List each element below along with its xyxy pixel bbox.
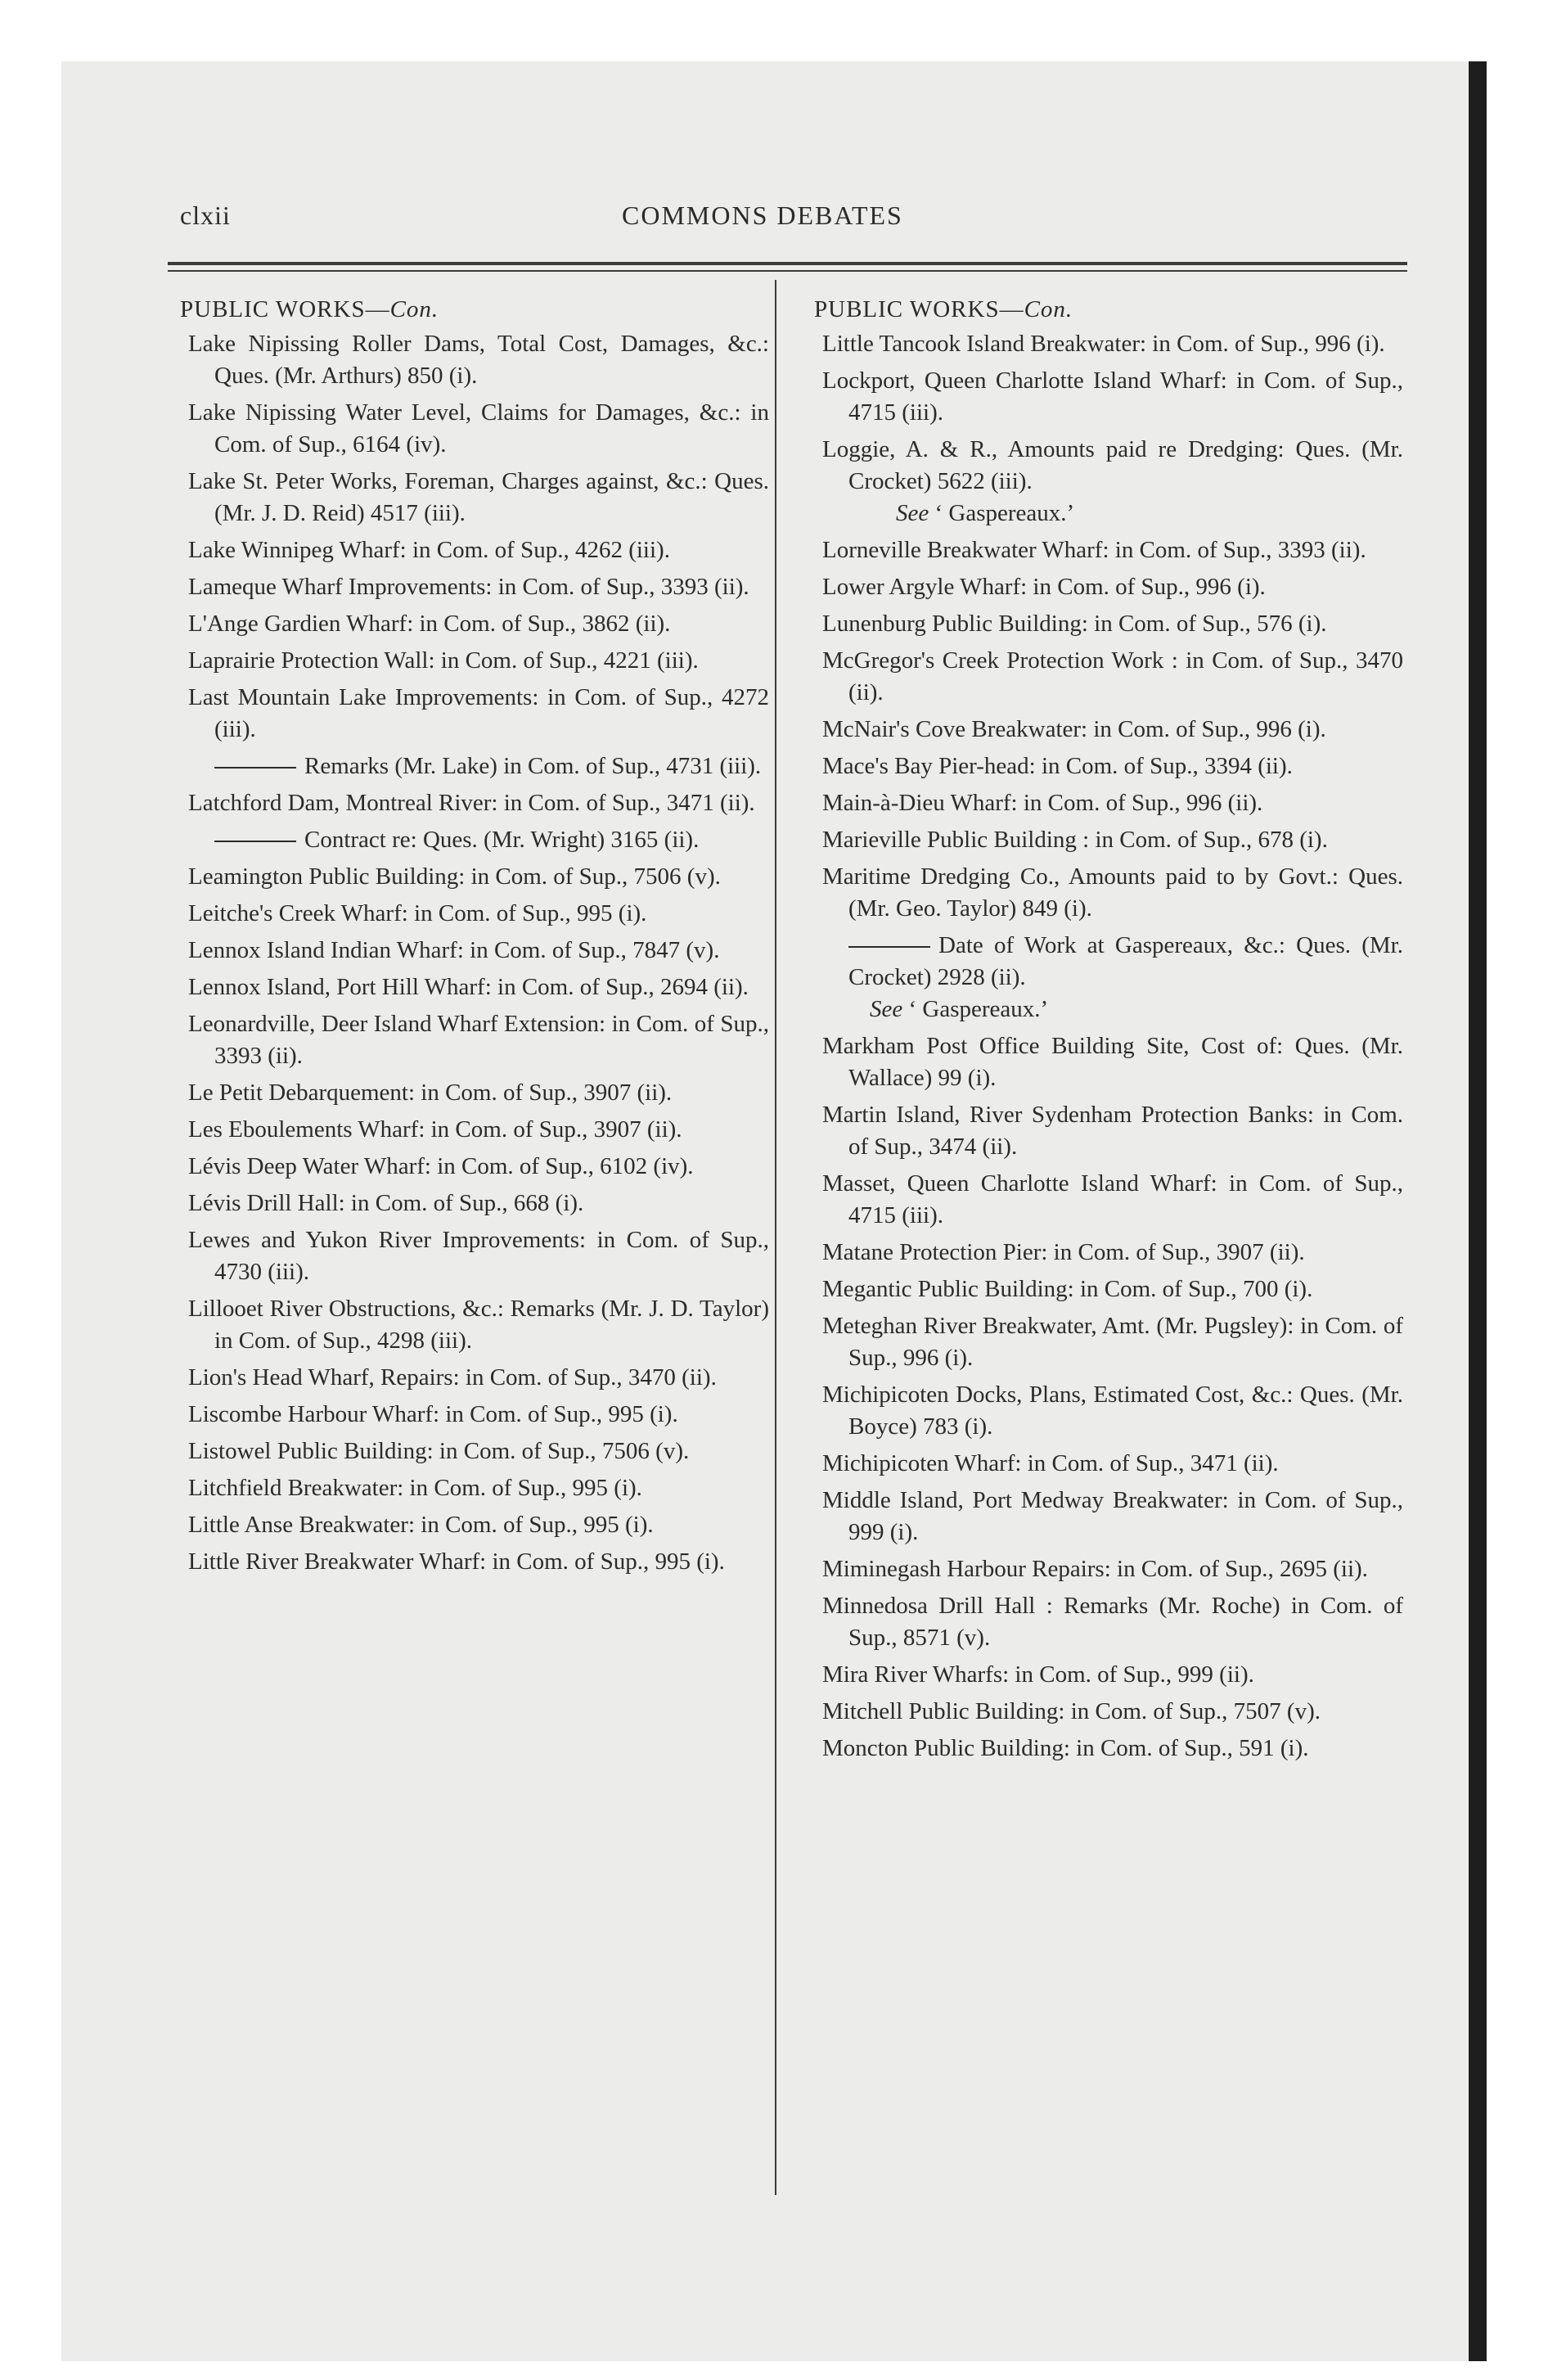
index-subentry [188,824,769,856]
right-column [814,295,1403,1769]
index-entry: Maritime Dredging Co., Amounts paid to by Govt.: Ques. (Mr. Geo. Taylor) 849 (i). [822,863,1403,922]
index-entry: Lennox Island, Port Hill Wharf: in Com. of Sup., 2694 (ii). [188,974,749,1000]
ditto-dash [214,767,296,769]
index-entry: Listowel Public Building: in Com. of Sup., 7506 (v). [188,1438,690,1464]
index-entry: Matane Protection Pier: in Com. of Sup., 3907 (ii). [822,1239,1305,1265]
index-entry: Lewes and Yukon River Improvements: in Com. of Sup., 4730 (iii). [188,1227,769,1285]
index-entry: Megantic Public Building: in Com. of Sup., 700 (i). [822,1276,1313,1302]
index-entry: L'Ange Gardien Wharf: in Com. of Sup., 3862 (ii). [188,611,671,637]
cross-reference [848,994,1403,1025]
section-heading-continued: Con. [1024,296,1073,322]
index-entry [822,434,1403,530]
entry-text: Loggie, A. & R., Amounts paid re Dredging: Ques. (Mr. Crocket) 5622 (iii). [822,436,1403,494]
subentry-text: Date of Work at Gaspereaux, &c.: Ques. (Mr. Crocket) 2928 (ii). [848,932,1403,990]
index-subentry [822,930,1403,1025]
index-entry: Little Tancook Island Breakwater: in Com. of Sup., 996 (i). [822,331,1385,357]
index-entry: Lévis Drill Hall: in Com. of Sup., 668 (i). [188,1190,584,1216]
index-entry: Leonardville, Deer Island Wharf Extension: in Com. of Sup., 3393 (ii). [188,1011,769,1069]
running-head: COMMONS DEBATES [622,201,903,230]
index-entry: Meteghan River Breakwater, Amt. (Mr. Pugsley): in Com. of Sup., 996 (i). [822,1313,1403,1371]
index-entry: Middle Island, Port Medway Breakwater: in Com. of Sup., 999 (i). [822,1487,1403,1545]
index-entry: Masset, Queen Charlotte Island Wharf: in Com. of Sup., 4715 (iii). [822,1170,1403,1228]
cross-reference-see: See [896,500,929,526]
index-entry: Markham Post Office Building Site, Cost of: Ques. (Mr. Wallace) 99 (i). [822,1033,1403,1091]
index-entry: Little Anse Breakwater: in Com. of Sup., 995 (i). [188,1512,654,1538]
scan-edge [1469,61,1487,2361]
header-rule-thin [168,270,1407,272]
index-subentry [188,751,769,782]
index-entry: Leamington Public Building: in Com. of Sup., 7506 (v). [188,863,721,890]
index-entry: Marieville Public Building : in Com. of Sup., 678 (i). [822,827,1328,853]
index-entry: Moncton Public Building: in Com. of Sup., 591 (i). [822,1735,1309,1761]
index-entry: Le Petit Debarquement: in Com. of Sup., 3907 (ii). [188,1080,673,1106]
header-rule [168,262,1407,265]
index-entry: Les Eboulements Wharf: in Com. of Sup., 3907 (ii). [188,1116,682,1143]
index-entry: Lillooet River Obstructions, &c.: Remarks (Mr. J. D. Taylor) in Com. of Sup., 4298 (iii). [188,1296,769,1354]
index-entry: Lake Nipissing Water Level, Claims for Damages, &c.: in Com. of Sup., 6164 (iv). [188,399,769,458]
index-entry: Lake St. Peter Works, Foreman, Charges against, &c.: Ques. (Mr. J. D. Reid) 4517 (iii). [188,468,769,526]
index-entry: McGregor's Creek Protection Work : in Com. of Sup., 3470 (ii). [822,647,1403,705]
cross-reference-target: ‘ Gaspereaux.’ [934,500,1075,526]
index-entry: Lunenburg Public Building: in Com. of Sup., 576 (i). [822,611,1327,637]
index-entry: Mace's Bay Pier-head: in Com. of Sup., 3394 (ii). [822,753,1293,779]
index-entry: Lower Argyle Wharf: in Com. of Sup., 996 (i). [822,574,1266,600]
column-divider [775,280,776,2195]
left-column [180,295,769,1583]
section-heading-continued: Con. [389,296,439,322]
subentry-text: Remarks (Mr. Lake) in Com. of Sup., 4731 (iii). [304,753,762,779]
cross-reference-target: ‘ Gaspereaux.’ [908,996,1049,1022]
section-heading-main: PUBLIC WORKS— [180,296,390,322]
ditto-dash [848,946,930,948]
index-entry: Martin Island, River Sydenham Protection Banks: in Com. of Sup., 3474 (ii). [822,1102,1403,1160]
cross-reference [848,498,1403,530]
index-entry: Lameque Wharf Improvements: in Com. of Sup., 3393 (ii). [188,574,749,600]
index-entry: Last Mountain Lake Improvements: in Com. of Sup., 4272 (iii). [188,684,769,742]
index-entry: Michipicoten Wharf: in Com. of Sup., 3471 (ii). [822,1450,1279,1476]
index-entry: Lorneville Breakwater Wharf: in Com. of Sup., 3393 (ii). [822,537,1366,563]
index-entry: Lockport, Queen Charlotte Island Wharf: in Com. of Sup., 4715 (iii). [822,367,1403,426]
index-entry: Minnedosa Drill Hall : Remarks (Mr. Roche) in Com. of Sup., 8571 (v). [822,1593,1403,1651]
index-entry: Lake Nipissing Roller Dams, Total Cost, Damages, &c.: Ques. (Mr. Arthurs) 850 (i). [188,331,769,389]
index-entry: Mitchell Public Building: in Com. of Sup., 7507 (v). [822,1698,1321,1724]
index-entry: McNair's Cove Breakwater: in Com. of Sup., 996 (i). [822,716,1326,742]
index-entry: Little River Breakwater Wharf: in Com. of Sup., 995 (i). [188,1548,725,1575]
index-entry: Lion's Head Wharf, Repairs: in Com. of Sup., 3470 (ii). [188,1364,717,1391]
index-entry: Lennox Island Indian Wharf: in Com. of Sup., 7847 (v). [188,937,720,963]
index-entry: Liscombe Harbour Wharf: in Com. of Sup., 995 (i). [188,1401,678,1427]
index-entry: Laprairie Protection Wall: in Com. of Sup., 4221 (iii). [188,647,699,674]
index-entry: Leitche's Creek Wharf: in Com. of Sup., 995 (i). [188,900,647,926]
index-entry: Mira River Wharfs: in Com. of Sup., 999 (ii). [822,1661,1254,1688]
ditto-dash [214,841,296,842]
page-number: clxii [180,201,231,230]
subentry-text: Contract re: Ques. (Mr. Wright) 3165 (ii). [304,827,700,853]
section-heading [180,295,769,324]
index-entry: Lévis Deep Water Wharf: in Com. of Sup., 6102 (iv). [188,1153,694,1179]
cross-reference-see: See [870,996,903,1022]
index-entry: Lake Winnipeg Wharf: in Com. of Sup., 4262 (iii). [188,537,670,563]
index-entry: Main-à-Dieu Wharf: in Com. of Sup., 996 (ii). [822,790,1263,816]
index-entry: Michipicoten Docks, Plans, Estimated Cost, &c.: Ques. (Mr. Boyce) 783 (i). [822,1382,1403,1440]
index-entry: Litchfield Breakwater: in Com. of Sup., 995 (i). [188,1475,642,1501]
index-entry: Miminegash Harbour Repairs: in Com. of Sup., 2695 (ii). [822,1556,1368,1582]
section-heading-main: PUBLIC WORKS— [814,296,1024,322]
index-entry: Latchford Dam, Montreal River: in Com. of Sup., 3471 (ii). [188,790,755,816]
section-heading [814,295,1403,324]
